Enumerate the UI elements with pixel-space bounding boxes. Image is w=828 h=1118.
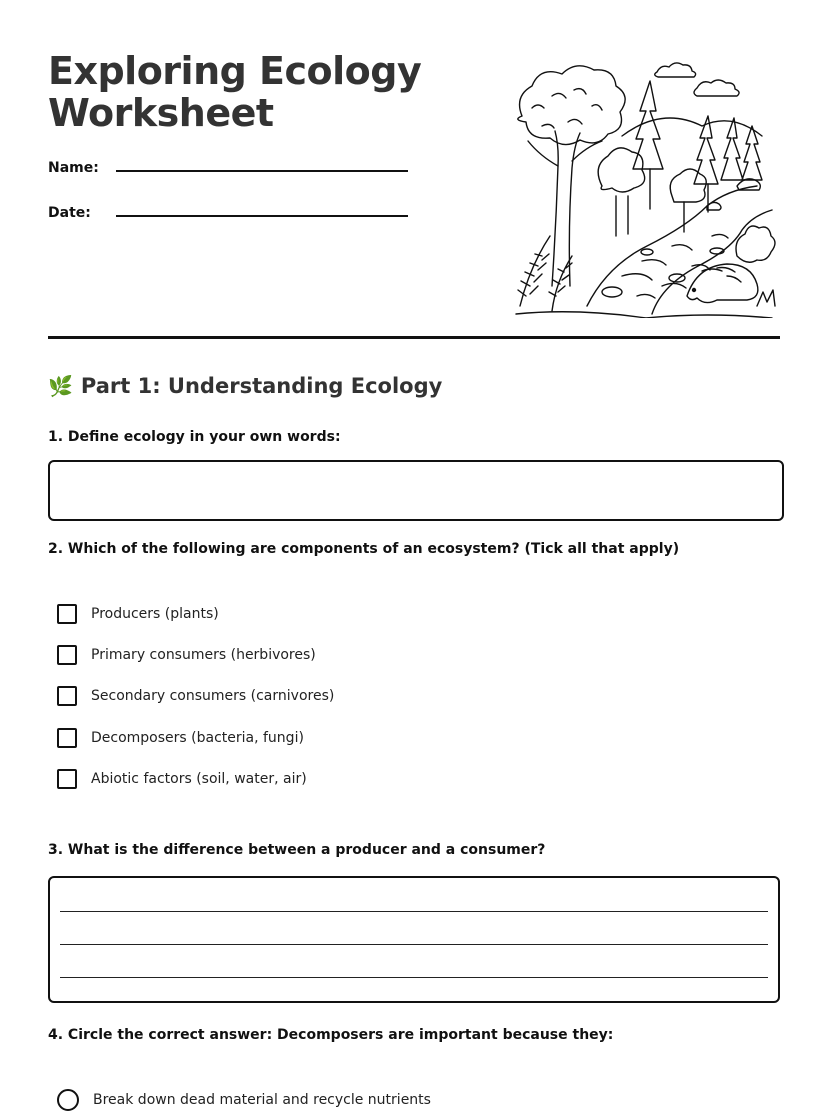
title-line-1: Exploring Ecology	[48, 49, 422, 93]
question-2: 2. Which of the following are components of an ecosystem? (Tick all that apply)	[48, 541, 680, 557]
title-line-2: Worksheet	[48, 91, 274, 135]
writing-line	[60, 911, 768, 912]
option-producers[interactable]	[57, 604, 219, 624]
option-break-down-dead-material[interactable]	[57, 1089, 431, 1111]
option-decomposers[interactable]	[57, 728, 304, 748]
question-3-answer-box[interactable]	[48, 876, 780, 1003]
option-label: Abiotic factors (soil, water, air)	[91, 771, 307, 787]
checkbox[interactable]	[57, 728, 77, 748]
option-primary-consumers[interactable]	[57, 645, 316, 665]
option-label: Primary consumers (herbivores)	[91, 647, 316, 663]
part1-heading	[48, 374, 442, 398]
question-4: 4. Circle the correct answer: Decomposers are important because they:	[48, 1027, 614, 1043]
question-3: 3. What is the difference between a producer and a consumer?	[48, 842, 546, 858]
checkbox[interactable]	[57, 645, 77, 665]
radio-circle[interactable]	[57, 1089, 79, 1111]
worksheet-title	[48, 50, 421, 134]
option-abiotic-factors[interactable]	[57, 769, 307, 789]
date-field[interactable]	[116, 213, 408, 217]
checkbox[interactable]	[57, 604, 77, 624]
question-1-answer-box[interactable]	[48, 460, 784, 521]
option-label: Break down dead material and recycle nutrients	[93, 1092, 431, 1108]
forest-river-illustration-icon	[512, 56, 776, 318]
option-secondary-consumers[interactable]	[57, 686, 334, 706]
question-1: 1. Define ecology in your own words:	[48, 429, 341, 445]
leaf-icon: 🌿	[48, 374, 73, 398]
writing-line	[60, 977, 768, 978]
part1-heading-text: Part 1: Understanding Ecology	[80, 374, 443, 398]
checkbox[interactable]	[57, 686, 77, 706]
option-label: Producers (plants)	[91, 606, 219, 622]
option-label: Secondary consumers (carnivores)	[91, 688, 335, 704]
name-label: Name:	[48, 160, 99, 176]
option-label: Decomposers (bacteria, fungi)	[91, 730, 304, 746]
checkbox[interactable]	[57, 769, 77, 789]
name-field[interactable]	[116, 168, 408, 172]
date-label: Date:	[48, 205, 91, 221]
writing-line	[60, 944, 768, 945]
header-divider	[48, 336, 780, 339]
